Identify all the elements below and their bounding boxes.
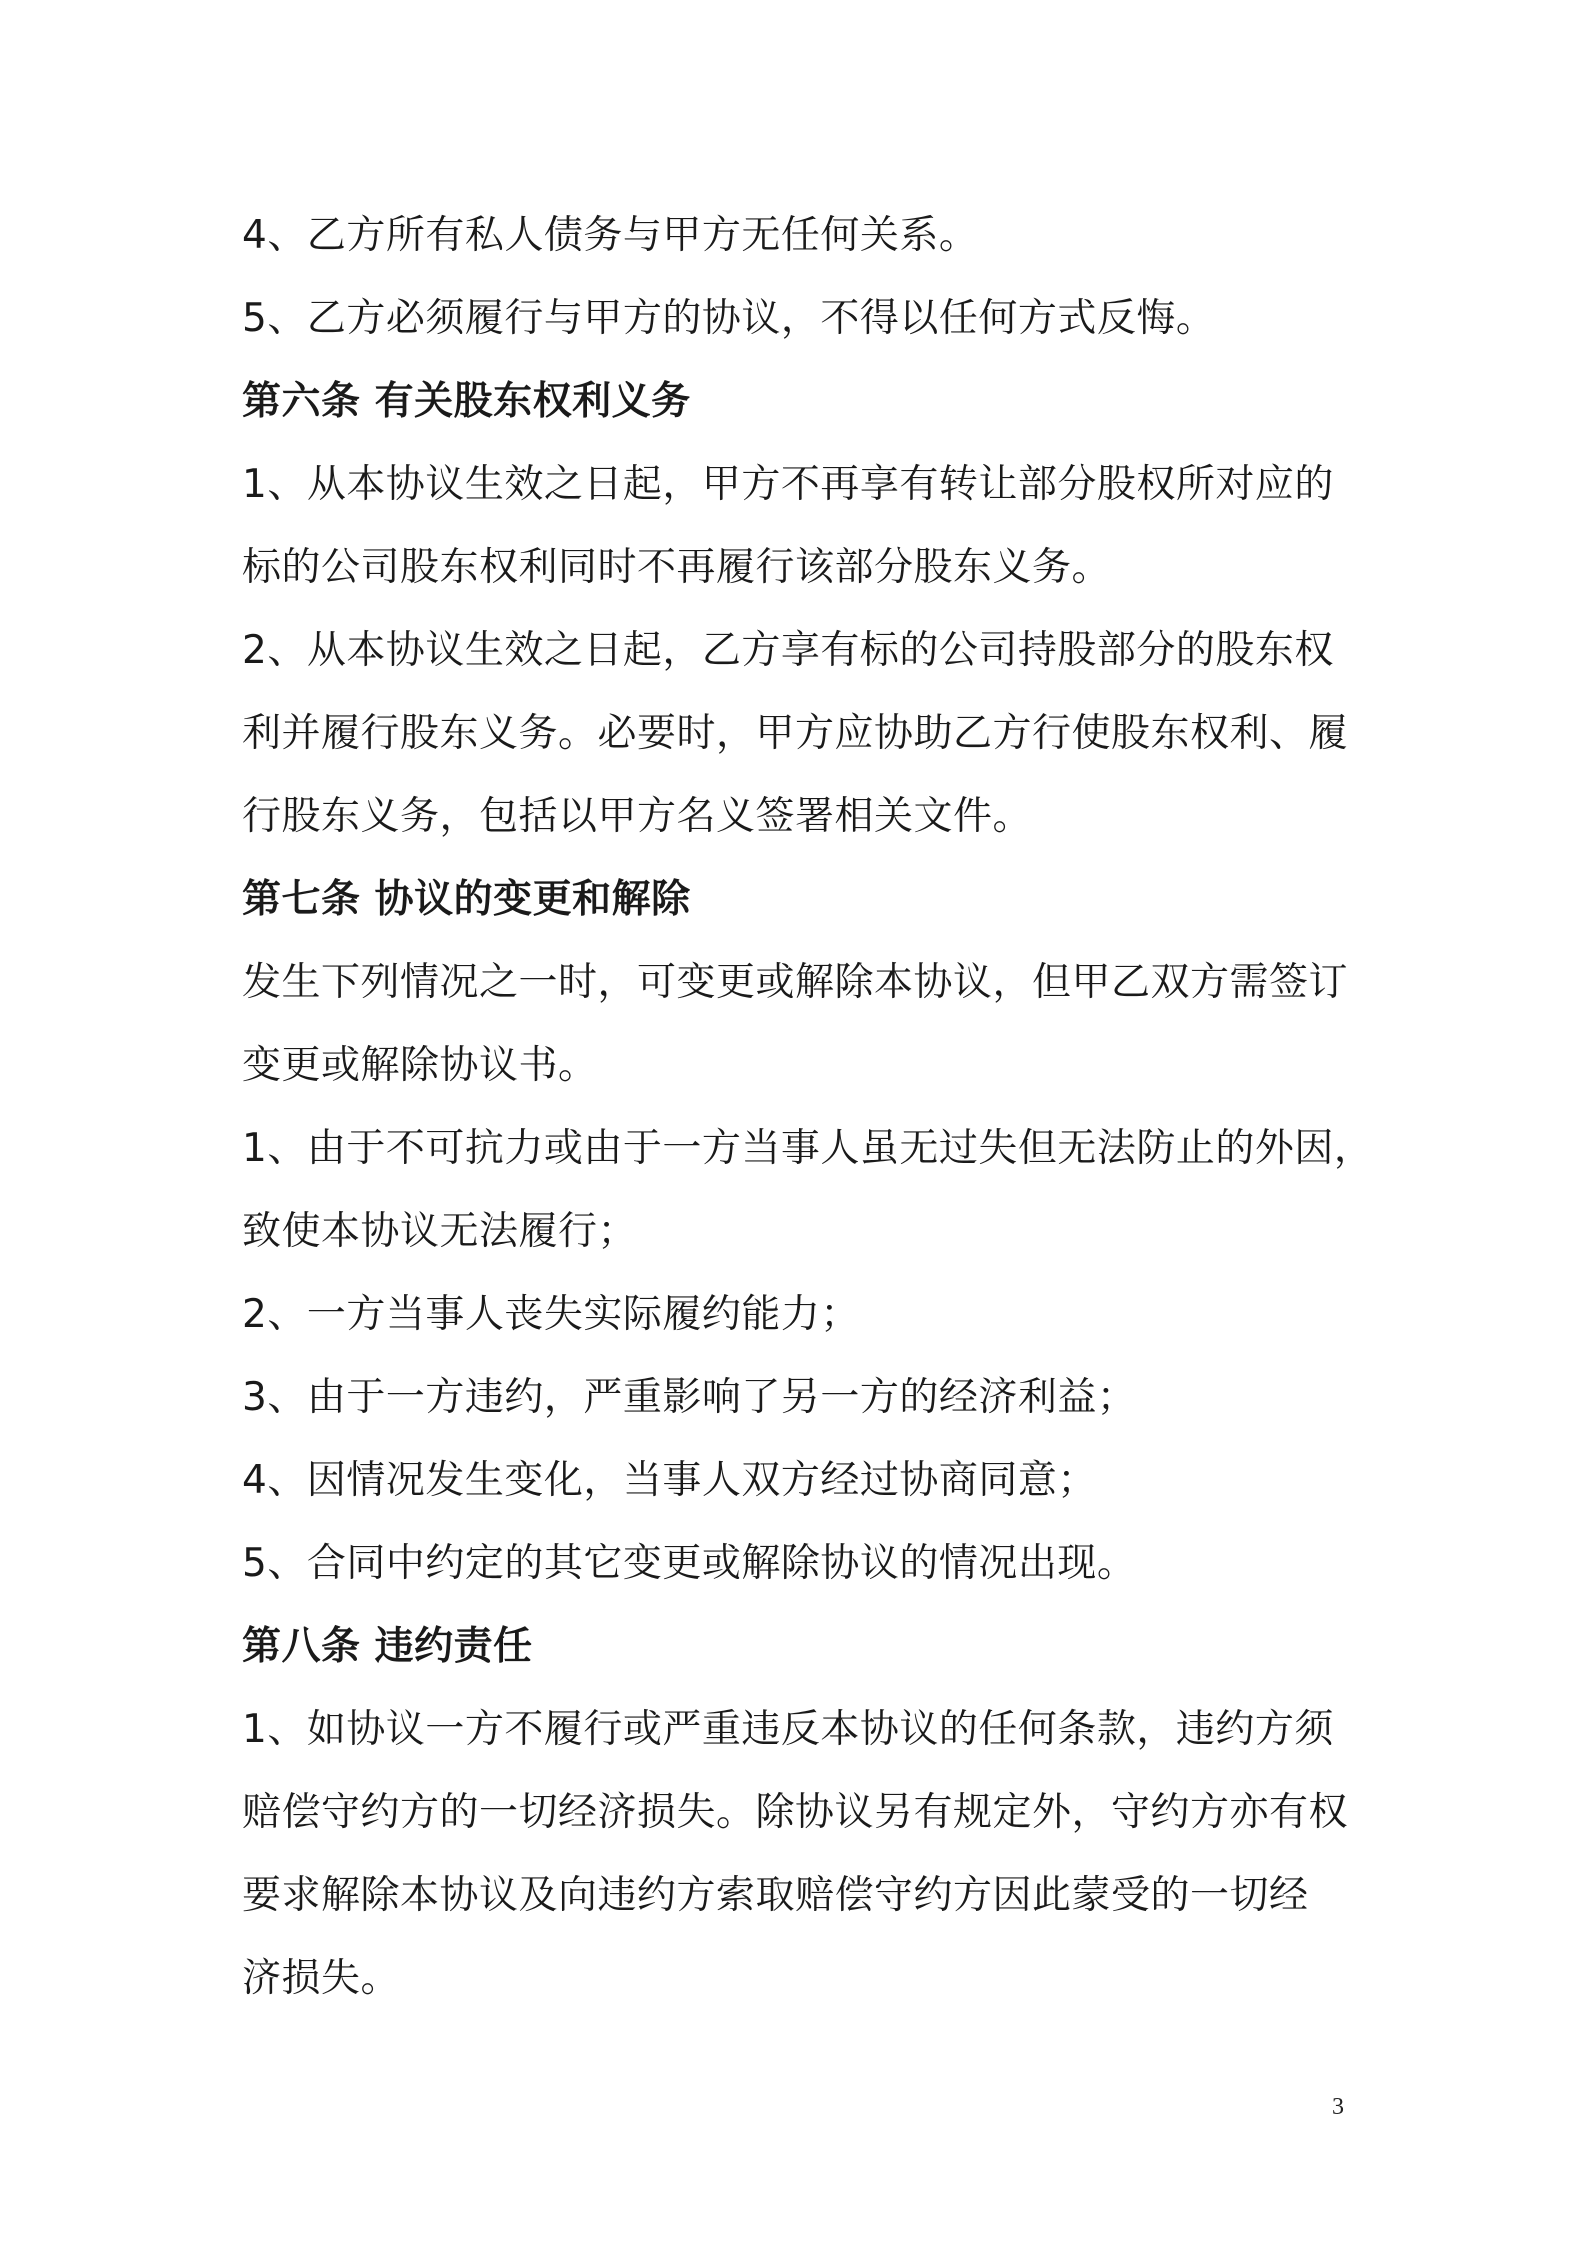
text-line: 5、合同中约定的其它变更或解除协议的情况出现。 — [242, 1541, 1137, 1586]
text-line: 1、从本协议生效之日起，甲方不再享有转让部分股权所对应的 — [242, 462, 1334, 507]
text-line: 5、乙方必须履行与甲方的协议，不得以任何方式反悔。 — [242, 296, 1216, 341]
text-line: 利并履行股东义务。必要时，甲方应协助乙方行使股东权利、履 — [242, 711, 1349, 756]
text-line: 致使本协议无法履行； — [242, 1209, 638, 1254]
text-line: 4、因情况发生变化，当事人双方经过协商同意； — [242, 1458, 1097, 1503]
text-line: 发生下列情况之一时，可变更或解除本协议，但甲乙双方需签订 — [242, 960, 1349, 1005]
text-line: 济损失。 — [242, 1956, 401, 2001]
text-line: 赔偿守约方的一切经济损失。除协议另有规定外，守约方亦有权 — [242, 1790, 1349, 1835]
text-line: 2、一方当事人丧失实际履约能力； — [242, 1292, 860, 1337]
text-line: 行股东义务，包括以甲方名义签署相关文件。 — [242, 794, 1033, 839]
section-heading: 第八条 违约责任 — [242, 1624, 533, 1669]
text-line: 2、从本协议生效之日起，乙方享有标的公司持股部分的股东权 — [242, 628, 1334, 673]
text-line: 1、由于不可抗力或由于一方当事人虽无过失但无法防止的外因， — [242, 1126, 1374, 1171]
text-line: 4、乙方所有私人债务与甲方无任何关系。 — [242, 213, 979, 258]
text-line: 变更或解除协议书。 — [242, 1043, 598, 1088]
section-heading: 第七条 协议的变更和解除 — [242, 877, 691, 922]
page-number: 3 — [1332, 2094, 1344, 2120]
text-line: 3、由于一方违约，严重影响了另一方的经济利益； — [242, 1375, 1137, 1420]
document-body — [242, 194, 1372, 2020]
section-heading: 第六条 有关股东权利义务 — [242, 379, 691, 424]
text-line: 1、如协议一方不履行或严重违反本协议的任何条款，违约方须 — [242, 1707, 1334, 1752]
text-line: 要求解除本协议及向违约方索取赔偿守约方因此蒙受的一切经 — [242, 1873, 1309, 1918]
text-line: 标的公司股东权利同时不再履行该部分股东义务。 — [242, 545, 1112, 590]
